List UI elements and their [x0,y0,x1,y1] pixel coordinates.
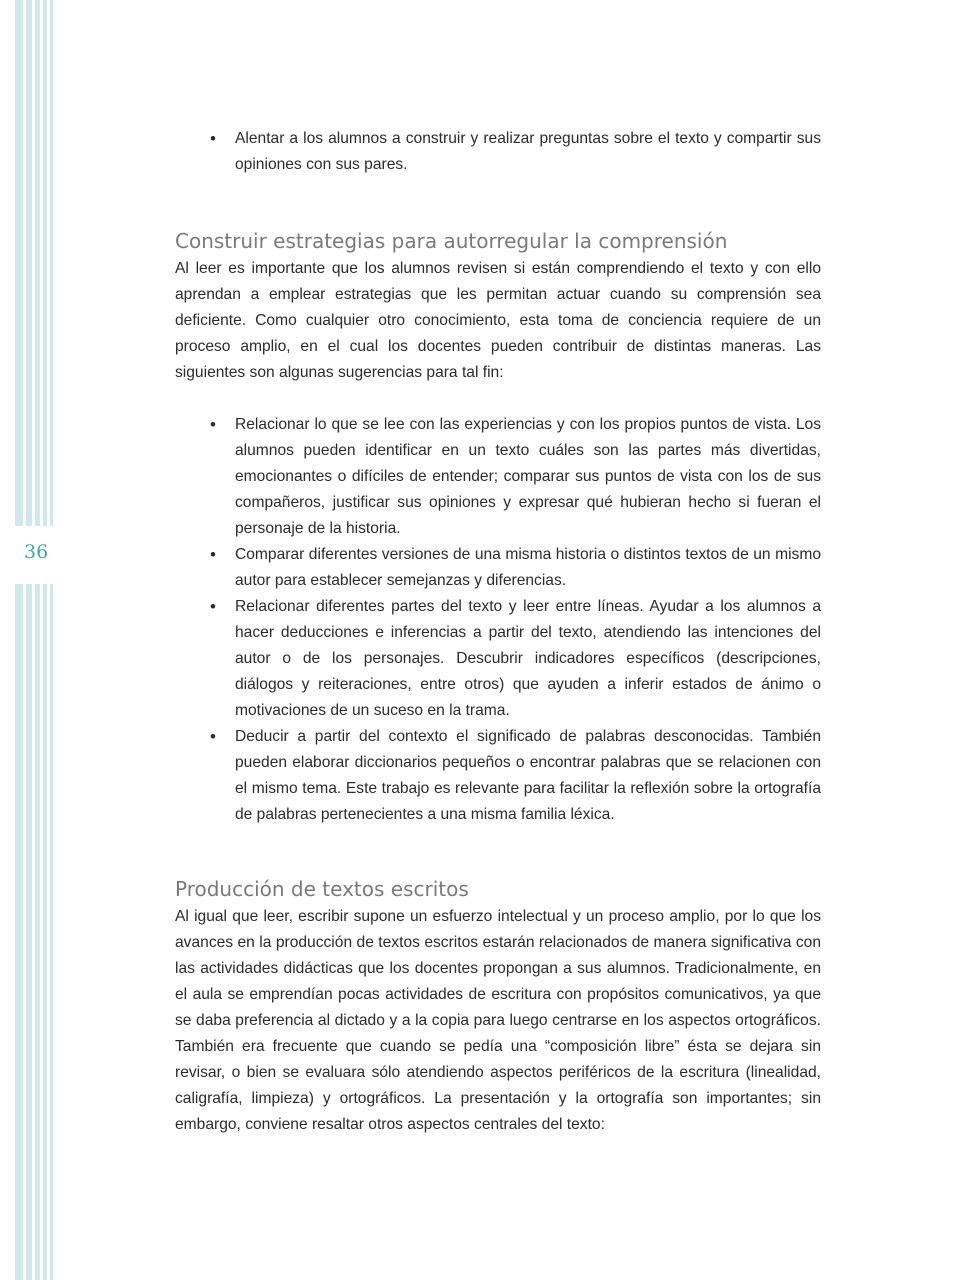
margin-decoration [0,0,60,1280]
margin-stripe [50,0,53,1280]
list-item: • Deducir a partir del contexto el significado de palabras desconocidas. También pueden elaborar diccionarios pequeños o encontrar palabras que se relacionen con el mismo tema. Este trabajo es relevante para facilitar la reflexión sobre la ortografía de palabras pertenecientes a una misma familia léxica. [235,724,821,828]
margin-stripe [43,0,47,1280]
margin-stripe [35,0,40,1280]
list-item: • Comparar diferentes versiones de una misma historia o distintos textos de un mismo autor para establecer semejanzas y diferencias. [235,542,821,594]
page-number: 36 [24,541,49,563]
section-written-production [175,876,821,1138]
list-item: • Relacionar diferentes partes del texto y leer entre líneas. Ayudar a los alumnos a hacer deducciones e inferencias a partir del texto, atendiendo las intenciones del autor o de los personajes. Descubrir indicadores específicos (descripciones, diálogos y reiteraciones, entre otros) que ayuden a inferir estados de ánimo o motivaciones de un suceso en la trama. [235,594,821,724]
list-item: • Alentar a los alumnos a construir y realizar preguntas sobre el texto y compartir sus opiniones con sus pares. [235,126,821,178]
section-self-regulation [175,228,821,828]
section-heading: Producción de textos escritos [175,877,469,901]
margin-stripe [26,0,32,1280]
list-item: • Relacionar lo que se lee con las experiencias y con los propios puntos de vista. Los alumnos pueden identificar en un texto cuáles son las partes más divertidas, emocionantes o difíciles de entender; comparar sus puntos de vista con los de sus compañeros, justificar sus opiniones y expresar qué hubieran hecho si fueran el personaje de la historia. [235,412,821,542]
section-paragraph: Al igual que leer, escribir supone un esfuerzo intelectual y un proceso amplio, por lo que los avances en la producción de textos escritos estarán relacionados de manera significativa con las actividades didácticas que los docentes propongan a sus alumnos. Tradicionalmente, en el aula se emprendían pocas actividades de escritura con propósitos comunicativos, ya que se daba preferencia al dictado y a la copia para luego centrarse en los aspectos ortográficos. También era frecuente que cuando se pedía una “composición libre” ésta se dejara sin revisar, o bien se evaluara sólo atendiendo aspectos periféricos de la escritura (linealidad, caligrafía, limpieza) y ortográficos. La presentación y la ortografía son importantes; sin embargo, conviene resaltar otros aspectos centrales del texto: [175,908,821,1133]
section-paragraph: Al leer es importante que los alumnos revisen si están comprendiendo el texto y con ello aprendan a emplear estrategias que les permitan actuar cuando su comprensión sea deficiente. Como cualquier otro conocimiento, esta toma de conciencia requiere de un proceso amplio, en el cual los docentes pueden contribuir de distintas maneras. Las siguientes son algunas sugerencias para tal fin: [175,260,821,381]
margin-stripe [15,0,23,1280]
section-heading: Construir estrategias para autorregular la comprensión [175,229,728,253]
strategy-bullet-list [235,412,821,828]
intro-bullet-list [235,126,821,178]
